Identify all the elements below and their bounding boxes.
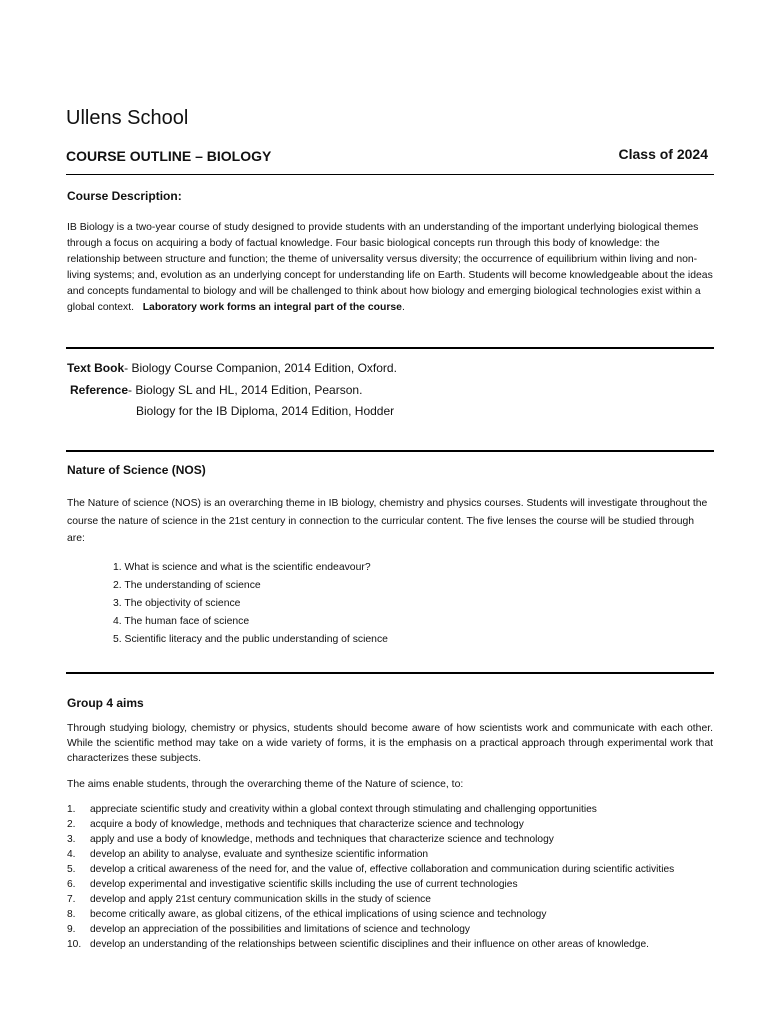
list-item — [67, 892, 713, 907]
item-text: become critically aware, as global citizens, of the ethical implications of using science and technology — [90, 909, 547, 920]
divider — [66, 672, 714, 674]
list-item: 1. What is science and what is the scientific endeavour? — [113, 562, 371, 573]
reference-label: Reference — [70, 382, 129, 397]
item-text: develop an appreciation of the possibilities and limitations of science and technology — [90, 924, 471, 935]
page-title: COURSE OUTLINE – BIOLOGY — [66, 148, 272, 164]
item-text: appreciate scientific study and creativity within a global context through stimulating and challenging opportunities — [90, 804, 597, 815]
textbook-value: - Biology Course Companion, 2014 Edition, Oxford. — [124, 361, 397, 375]
item-text: acquire a body of knowledge, methods and techniques that characterize science and technology — [90, 819, 524, 830]
item-number: 3. — [67, 834, 76, 845]
list-item: 4. The human face of science — [113, 616, 250, 627]
list-item — [67, 817, 713, 832]
item-text: develop a critical awareness of the need for, and the value of, effective collaboration and communication during scientific activities — [90, 864, 675, 875]
nos-list — [113, 559, 388, 649]
item-text: develop an understanding of the relationships between scientific disciplines and their influence on other areas of knowledge. — [90, 939, 649, 950]
reference-row — [67, 380, 397, 402]
course-description-text — [67, 220, 713, 316]
course-description-heading: Course Description: — [67, 189, 182, 203]
item-number: 1. — [67, 804, 76, 815]
item-number: 6. — [67, 879, 76, 890]
course-description-body: IB Biology is a two-year course of study designed to provide students with an understanding of the important underlying biological themes through a focus on acquiring a body of factual knowledge. Four basic biological concepts run through this body of knowledge: the relationship between structure and function; the theme of universality versus diversity; the occurrence of equilibrium within living and non-living systems; and, evolution as an underlying concept for understanding life on Earth. Students will become knowledgeable about the ideas and concepts fundamental to biology and will be challenged to think about how biology and emerging biological technologies exist within a global context. — [67, 222, 713, 313]
course-description-end: . — [401, 302, 405, 313]
aims-intro: Through studying biology, chemistry or physics, students should become aware of how scientists work and communicate with each other. While the scientific method may take on a wide variety of forms, it is the emphasis on a practical approach through experimental work that characterizes these subjects. — [67, 723, 713, 764]
textbook-row — [67, 358, 397, 380]
nos-text: The Nature of science (NOS) is an overarching theme in IB biology, chemistry and physics courses. Students will investigate throughout the course the nature of science in the 21st century in connection to the curricular content. The five lenses the course will be studied through are: — [67, 498, 708, 544]
item-number: 2. — [67, 819, 76, 830]
item-text: develop an ability to analyse, evaluate and synthesize scientific information — [90, 849, 429, 860]
textbook-label: Text Book — [67, 361, 125, 375]
course-description-bold: Laboratory work forms an integral part of the course — [142, 302, 402, 313]
divider — [66, 347, 714, 349]
list-item — [67, 877, 713, 892]
list-item — [67, 832, 713, 847]
class-of-label: Class of 2024 — [618, 146, 708, 162]
item-text: develop and apply 21st century communication skills in the study of science — [90, 894, 431, 905]
item-number: 4. — [67, 849, 76, 860]
list-item — [67, 802, 713, 817]
item-number: 8. — [67, 909, 76, 920]
item-text: develop experimental and investigative scientific skills including the use of current technologies — [90, 879, 518, 890]
item-number: 7. — [67, 894, 76, 905]
item-number: 10. — [67, 939, 82, 950]
list-item — [67, 937, 713, 952]
aims-list — [67, 802, 713, 952]
list-item — [67, 862, 713, 877]
reference-value-2: Biology for the IB Diploma, 2014 Edition, Hodder — [136, 404, 395, 418]
nos-heading: Nature of Science (NOS) — [67, 463, 206, 477]
aims-lead: The aims enable students, through the overarching theme of the Nature of science, to: — [67, 779, 464, 790]
divider — [66, 174, 714, 175]
item-text: apply and use a body of knowledge, methods and techniques that characterize science and technology — [90, 834, 554, 845]
list-item: 2. The understanding of science — [113, 580, 261, 591]
list-item: 5. Scientific literacy and the public understanding of science — [113, 634, 388, 645]
school-name: Ullens School — [66, 107, 189, 129]
list-item — [67, 922, 713, 937]
list-item — [67, 907, 713, 922]
item-number: 9. — [67, 924, 76, 935]
reference-value-1: - Biology SL and HL, 2014 Edition, Pearson. — [128, 382, 363, 397]
item-number: 5. — [67, 864, 76, 875]
list-item: 3. The objectivity of science — [113, 598, 241, 609]
group4-aims-heading: Group 4 aims — [67, 696, 144, 710]
list-item — [67, 847, 713, 862]
books-section — [67, 358, 397, 423]
divider — [66, 450, 714, 452]
reference-row-2 — [67, 401, 397, 423]
